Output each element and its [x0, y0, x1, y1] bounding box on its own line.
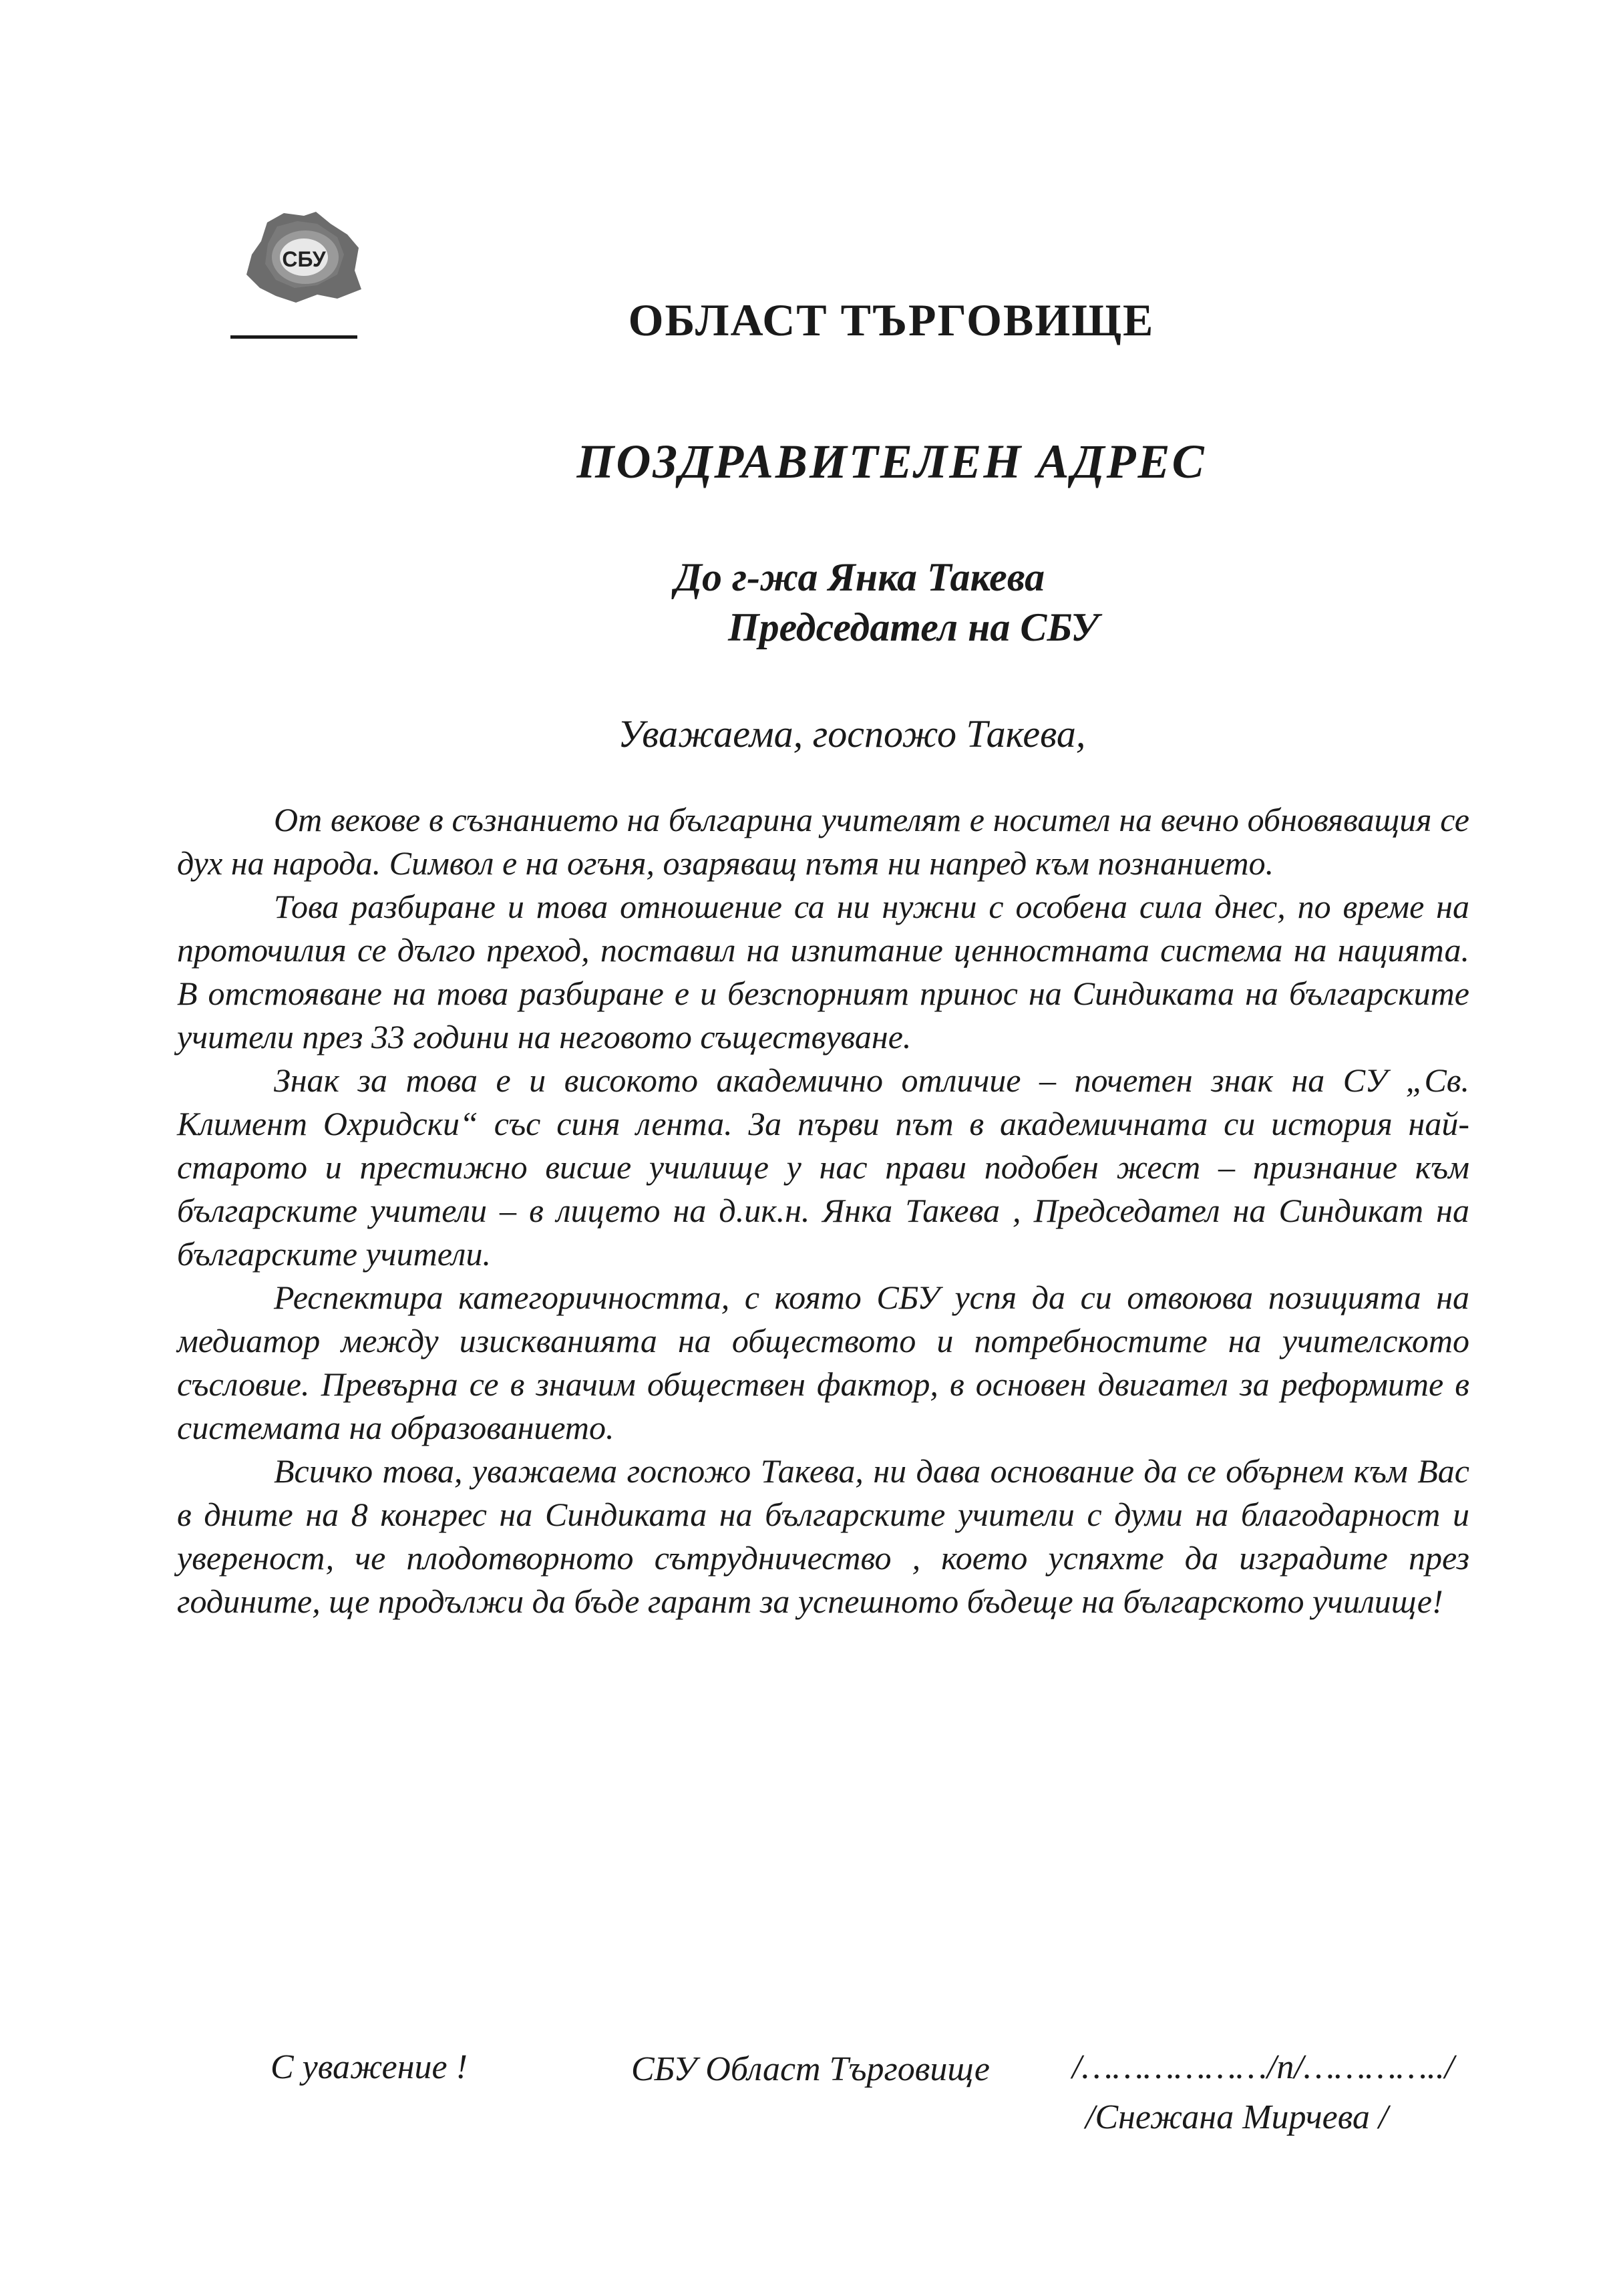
body-paragraph-5: Всичко това, уважаема госпожо Такева, ни дава основание да се обърнем към Вас в дните на 8 конгрес на Синдиката на българските учители с думи на благодарност и увереност, че плодотворното сътрудничество , което успяхте да изградите през годините, ще продължи да бъде гарант за успешното бъдеще на българското училище!: [177, 1452, 1469, 1620]
salutation: Уважаема, госпожо Такева,: [618, 712, 1086, 756]
document-subtitle: ПОЗДРАВИТЕЛЕН АДРЕС: [576, 435, 1206, 488]
signatory-organization: СБУ Област Търговище: [631, 2050, 991, 2088]
page-title: ОБЛАСТ ТЪРГОВИЩЕ: [628, 295, 1155, 345]
body-paragraph-4: Респектира категоричността, с която СБУ успя да си отвоюва позицията на медиатор между изискванията на обществото и потребностите на учителското съсловие. Превърна се в значим обществен фактор, в основен двигател за реформите в системата на образованието.: [177, 1279, 1469, 1446]
addressee-name: До г-жа Янка Такева: [675, 555, 1045, 599]
sbu-logo-text: СБУ: [282, 247, 326, 271]
body-paragraph-3: Знак за това е и високото академично отличие – почетен знак на СУ „Св. Климент Охридски“ със синя лента. За първи път в академичната си история най-старото и престижно висше училище у нас прави подобен жест – признание към българските учители – в лицето на д.ик.н. Янка Такева , Председател на Синдикат на българските учители.: [177, 1061, 1469, 1273]
closing-phrase: С уважение !: [271, 2048, 468, 2086]
letter-body: [177, 798, 1469, 1623]
signature-line: /………………/п/…………../: [1072, 2048, 1455, 2086]
addressee-position: Председател на СБУ: [728, 605, 1099, 649]
body-paragraph-1: От векове в съзнанието на българина учителят е носител на вечно обновяващия се дух на народа. Символ е на огъня, озаряващ пътя ни напред към познанието.: [177, 801, 1469, 882]
signatory-name: /Снежана Мирчева /: [1085, 2098, 1389, 2136]
body-paragraph-2: Това разбиране и това отношение са ни нужни с особена сила днес, по време на проточилия се дълго преход, поставил на изпитание ценностната система на нацията. В отстояване на това разбиране е и безспорният принос на Синдиката на българските учители през 33 години на неговото съществуване.: [177, 888, 1469, 1055]
